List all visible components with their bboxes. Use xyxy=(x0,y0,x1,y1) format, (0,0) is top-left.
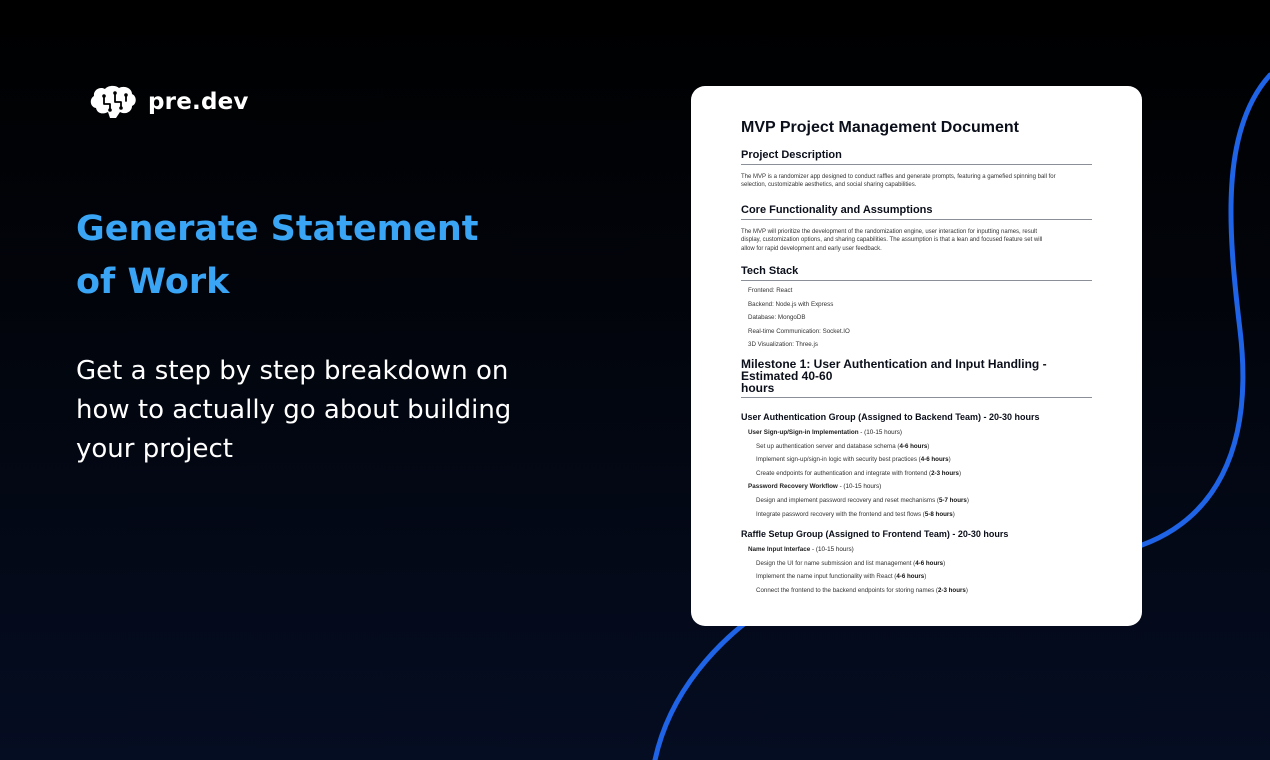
task-item: Integrate password recovery with the frontend and test flows (5-8 hours) xyxy=(756,510,955,518)
task-item: Implement sign-up/sign-in logic with security best practices (4-6 hours) xyxy=(756,456,951,464)
subheading-line: your project xyxy=(76,434,233,464)
section-heading-stack: Tech Stack xyxy=(741,265,1092,281)
tech-stack-item: Real-time Communication: Socket.IO xyxy=(748,327,850,335)
task-item: Design and implement password recovery and reset mechanisms (5-7 hours) xyxy=(756,496,969,504)
text-line: The MVP is a randomizer app designed to conduct raffles and generate prompts, featuring a gamefied spinning ball for xyxy=(741,174,1056,180)
brand-logo[interactable] xyxy=(88,84,249,120)
subgroup-heading: Name Input Interface - (10-15 hours) xyxy=(748,546,854,554)
headline-line: of Work xyxy=(76,262,230,302)
headline xyxy=(76,203,556,309)
tech-stack-list xyxy=(741,284,1092,352)
task-item: Design the UI for name submission and list management (4-6 hours) xyxy=(756,559,946,567)
tech-stack-item: Backend: Node.js with Express xyxy=(748,300,834,308)
milestone-estimate-unit: hours xyxy=(741,381,775,395)
brand-name: pre.dev xyxy=(148,89,249,115)
task-item: Connect the frontend to the backend endpoints for storing names (2-3 hours) xyxy=(756,586,968,594)
section-heading-description: Project Description xyxy=(741,149,1092,165)
milestone-estimate: Estimated 40-60 xyxy=(741,369,833,383)
headline-line: Generate Statement xyxy=(76,209,479,249)
task-item: Create endpoints for authentication and integrate with frontend (2-3 hours) xyxy=(756,469,962,477)
text-line: The MVP will prioritize the development of the randomization engine, user interaction for inputting names, result xyxy=(741,228,1038,235)
subgroup-heading: User Sign-up/Sign-in Implementation - (10-15 hours) xyxy=(748,429,902,436)
section-heading-core: Core Functionality and Assumptions xyxy=(741,204,1092,220)
document-preview-card xyxy=(691,86,1142,626)
brain-circuit-icon xyxy=(88,84,138,120)
task-item: Set up authentication server and database schema (4-6 hours) xyxy=(756,442,930,450)
text-line: allow for rapid development and early user feedback. xyxy=(741,245,882,252)
tech-stack-item: Database: MongoDB xyxy=(748,314,806,322)
task-item: Implement the name input functionality with React (4-6 hours) xyxy=(756,573,927,581)
tech-stack-item: 3D Visualization: Three.js xyxy=(748,341,818,349)
group-heading: User Authentication Group (Assigned to Backend Team) - 20-30 hours xyxy=(741,412,1040,422)
tech-stack-item: Frontend: React xyxy=(748,287,793,295)
milestone-title: Milestone 1: User Authentication and Input Handling - xyxy=(741,357,1047,371)
text-line: display, customization options, and sharing capabilities. The assumption is that a lean and focused feature set will xyxy=(741,237,1043,244)
subgroup-heading: Password Recovery Workflow - (10-15 hours) xyxy=(748,483,882,491)
section-heading-milestone xyxy=(741,358,1092,398)
text-line: selection, customizable aesthetics, and social sharing capabilities. xyxy=(741,182,917,189)
subheading-line: how to actually go about building xyxy=(76,395,512,425)
description-text xyxy=(741,173,1092,190)
subheading-line: Get a step by step breakdown on xyxy=(76,356,509,386)
core-text xyxy=(741,228,1092,253)
group-heading: Raffle Setup Group (Assigned to Frontend Team) - 20-30 hours xyxy=(741,529,1009,540)
document-title: MVP Project Management Document xyxy=(741,119,1019,136)
subheading xyxy=(76,352,576,469)
